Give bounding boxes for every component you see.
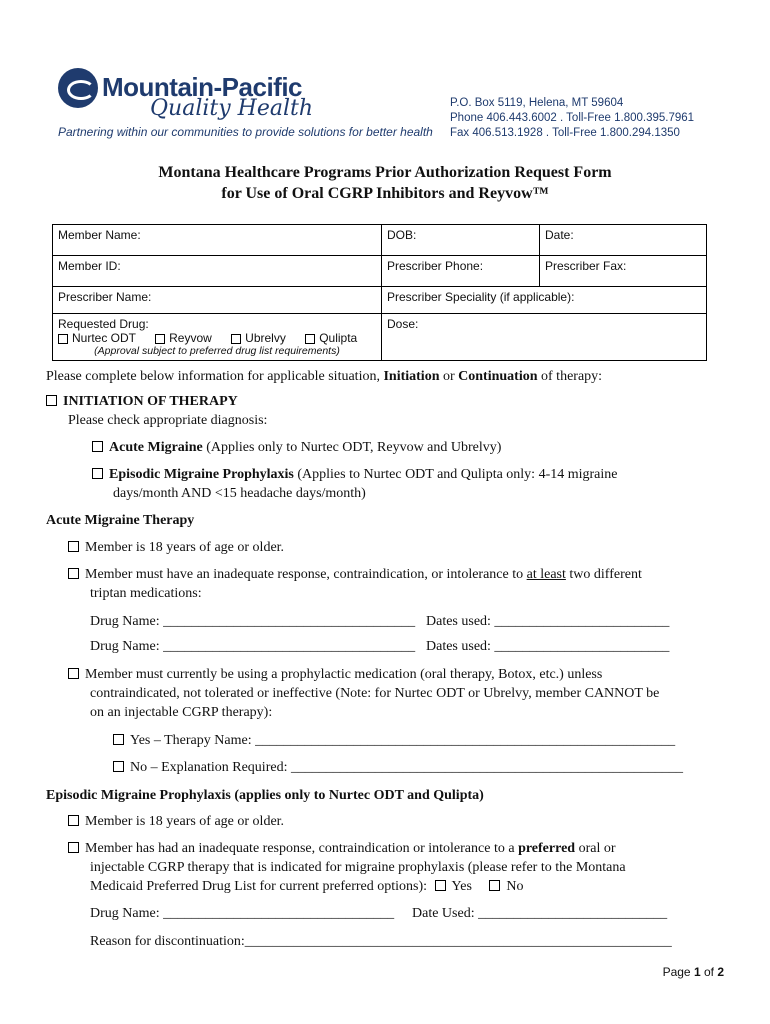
preferred-no-checkbox[interactable] <box>489 880 500 891</box>
dates-used-line-1[interactable]: Dates used: _________________________ <box>426 614 670 629</box>
drug-option-nurtec[interactable]: Nurtec ODT <box>58 331 136 345</box>
triptan-criterion-cont: triptan medications: <box>90 586 202 601</box>
no-explanation-option <box>113 758 683 777</box>
preferred-yes-checkbox[interactable] <box>435 880 446 891</box>
approval-note: (Approval subject to preferred drug list requirements) <box>94 345 340 357</box>
episodic-option: Episodic Migraine Prophylaxis (Applies to Nurtec ODT and Qulipta only: 4-14 migraine <box>92 465 618 484</box>
explanation-line[interactable]: No – Explanation Required: ________________________________________________________ <box>130 760 683 775</box>
episodic-age-criterion: Member is 18 years of age or older. <box>68 812 284 831</box>
tagline: Partnering within our communities to provide solutions for better health <box>58 125 433 139</box>
initiation-checkbox[interactable] <box>46 395 57 406</box>
address: P.O. Box 5119, Helena, MT 59604 <box>450 97 624 109</box>
episodic-drug-name-line[interactable]: Drug Name: _________________________________ <box>90 906 395 921</box>
yes-therapy-checkbox[interactable] <box>113 734 124 745</box>
preferred-criterion-cont2: Medicaid Preferred Drug List for current preferred options): Yes No <box>90 879 524 894</box>
phone: Phone 406.443.6002 . Toll-Free 1.800.395.7961 <box>450 112 695 124</box>
preferred-checkbox[interactable] <box>68 842 79 853</box>
dates-used-line-2[interactable]: Dates used: _________________________ <box>426 639 670 654</box>
logo-subtitle: Quality Health <box>150 96 314 121</box>
prophylactic-checkbox[interactable] <box>68 668 79 679</box>
requested-drug-label: Requested Drug: <box>58 317 149 331</box>
member-name-field[interactable]: Member Name: <box>53 225 382 256</box>
prescriber-fax-field[interactable]: Prescriber Fax: <box>540 256 707 287</box>
checkbox[interactable] <box>305 334 315 344</box>
prescriber-name-field[interactable]: Prescriber Name: <box>53 287 382 314</box>
prescriber-specialty-field[interactable]: Prescriber Speciality (if applicable): <box>382 287 707 314</box>
drug-option-ubrelvy[interactable]: Ubrelvy <box>231 331 286 345</box>
instructions: Please complete below information for applicable situation, Initiation or Continuation of therapy: <box>46 369 603 384</box>
triptan-criterion: Member must have an inadequate response, contraindication, or intolerance to at least two different <box>68 565 642 584</box>
checkbox[interactable] <box>155 334 165 344</box>
checkbox[interactable] <box>58 334 68 344</box>
preferred-criterion: Member has had an inadequate response, contraindication or intolerance to a preferred oral or <box>68 839 616 858</box>
prophylactic-criterion: Member must currently be using a prophylactic medication (oral therapy, Botox, etc.) unless <box>68 665 602 684</box>
acute-age-criterion: Member is 18 years of age or older. <box>68 538 284 557</box>
page-number: Page 1 of 2 <box>662 965 724 979</box>
episodic-heading: Episodic Migraine Prophylaxis (applies only to Nurtec ODT and Qulipta) <box>46 788 484 803</box>
triptan-checkbox[interactable] <box>68 568 79 579</box>
date-field[interactable]: Date: <box>540 225 707 256</box>
contact-block <box>450 96 694 141</box>
initiation-heading: INITIATION OF THERAPY <box>46 392 238 411</box>
logo-icon <box>58 68 98 108</box>
yes-therapy-option <box>113 731 675 750</box>
dob-field[interactable]: DOB: <box>382 225 540 256</box>
fax: Fax 406.513.1928 . Toll-Free 1.800.294.1350 <box>450 127 680 139</box>
prescriber-phone-field[interactable]: Prescriber Phone: <box>382 256 540 287</box>
form-title-line1: Montana Healthcare Programs Prior Authorization Request Form <box>158 164 612 181</box>
drug-option-reyvow[interactable]: Reyvow <box>155 331 212 345</box>
prophylactic-criterion-cont2: on an injectable CGRP therapy): <box>90 705 273 720</box>
logo-name: Mountain-Pacific <box>102 72 303 102</box>
form-title-line2: for Use of Oral CGRP Inhibitors and Reyvow™ <box>221 185 549 202</box>
diagnosis-prompt: Please check appropriate diagnosis: <box>68 413 268 428</box>
acute-migraine-checkbox[interactable] <box>92 441 103 452</box>
acute-migraine-option: Acute Migraine (Applies only to Nurtec ODT, Reyvow and Ubrelvy) <box>92 438 501 457</box>
episodic-age-checkbox[interactable] <box>68 815 79 826</box>
reason-discontinuation-line[interactable]: Reason for discontinuation:_____________________________________________________________ <box>90 934 672 949</box>
drug-name-line-2[interactable]: Drug Name: ____________________________________ <box>90 639 416 654</box>
acute-heading: Acute Migraine Therapy <box>46 513 195 528</box>
checkbox[interactable] <box>231 334 241 344</box>
episodic-date-used-line[interactable]: Date Used: ___________________________ <box>412 906 668 921</box>
requested-drug-cell <box>53 314 382 361</box>
episodic-option-cont: days/month AND <15 headache days/month) <box>113 486 366 501</box>
member-id-field[interactable]: Member ID: <box>53 256 382 287</box>
drug-name-line-1[interactable]: Drug Name: ____________________________________ <box>90 614 416 629</box>
preferred-criterion-cont1: injectable CGRP therapy that is indicated for migraine prophylaxis (please refer to the Montana <box>90 860 626 875</box>
acute-age-checkbox[interactable] <box>68 541 79 552</box>
drug-option-qulipta[interactable]: Qulipta <box>305 331 357 345</box>
therapy-name-line[interactable]: Yes – Therapy Name: ____________________________________________________________ <box>130 733 676 748</box>
dose-field[interactable]: Dose: <box>382 314 707 361</box>
no-explanation-checkbox[interactable] <box>113 761 124 772</box>
prophylactic-criterion-cont1: contraindicated, not tolerated or ineffective (Note: for Nurtec ODT or Ubrelvy, member CANNOT be <box>90 686 660 701</box>
member-info-table <box>52 224 707 361</box>
episodic-checkbox[interactable] <box>92 468 103 479</box>
